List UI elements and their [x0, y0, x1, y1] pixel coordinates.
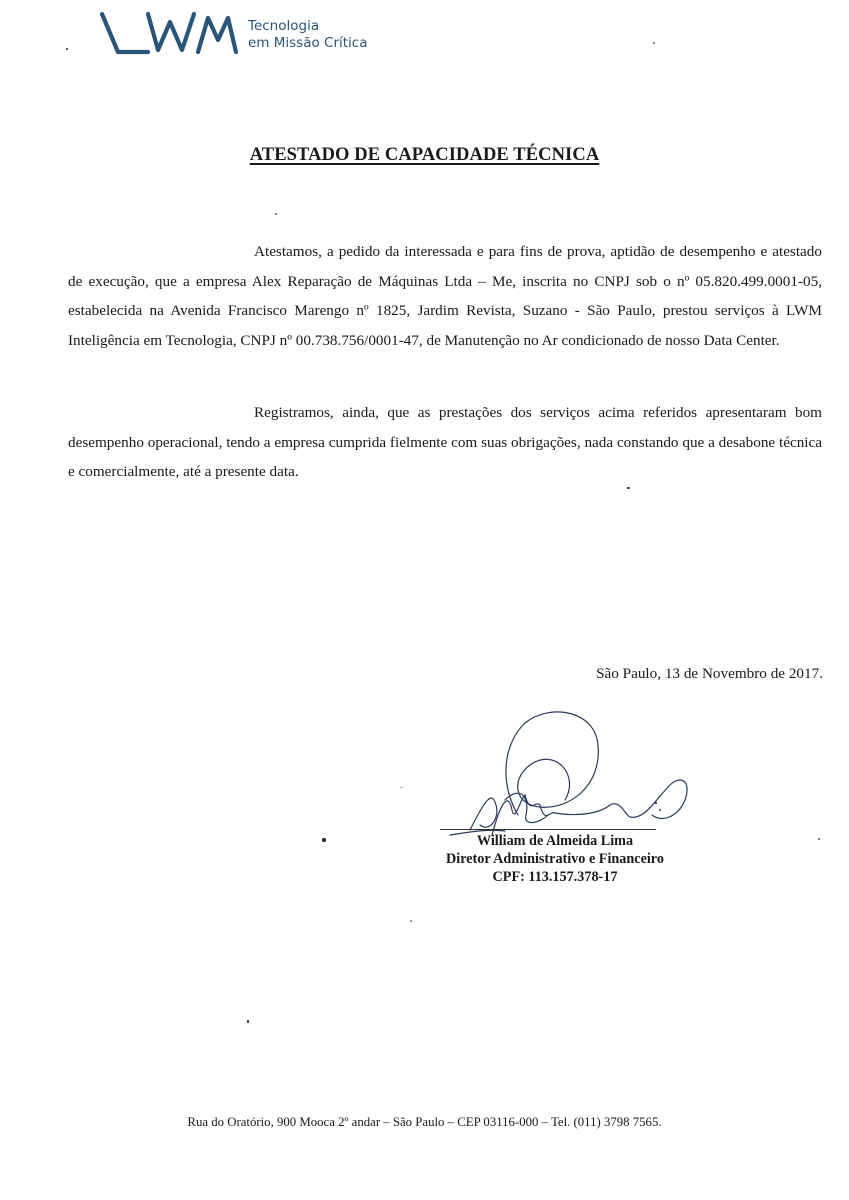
scan-speck	[275, 213, 277, 215]
scan-speck	[410, 920, 412, 922]
footer-address: Rua do Oratório, 900 Mooca 2º andar – São Paulo – CEP 03116-000 – Tel. (011) 3798 7565.	[187, 1115, 662, 1129]
signature-line	[440, 829, 656, 830]
signatory-block	[380, 832, 730, 886]
tagline-line-1: Tecnologia	[248, 18, 320, 34]
document-title-text: ATESTADO DE CAPACIDADE TÉCNICA	[249, 145, 600, 165]
tagline-line-2: em Missão Crítica	[248, 35, 368, 51]
scan-speck	[653, 42, 655, 44]
signatory-cpf: CPF: 113.157.378-17	[492, 869, 618, 885]
body-paragraph-1: Atestamos, a pedido da interessada e para fins de prova, aptidão de desempenho e atestado de execução, que a empresa Alex Reparação de Máquinas Ltda – Me, inscrita no CNPJ sob o nº 05.820.499.0001-05, estabelecida na Avenida Francisco Marengo nº 1825, Jardim Revista, Suzano - São Paulo, prestou serviços à LWM Inteligência em Tecnologia, CNPJ nº 00.738.756/0001-47, de Manutenção no Ar condicionado de nosso Data Center.	[68, 243, 822, 349]
date-line: São Paulo, 13 de Novembro de 2017.	[596, 665, 823, 682]
scan-speck	[627, 487, 630, 489]
body-paragraph-2: Registramos, ainda, que as prestações dos serviços acima referidos apresentaram bom desempenho operacional, tendo a empresa cumprida fielmente com suas obrigações, nada constando que a desabone técnica e comercialmente, até a presente data.	[68, 404, 822, 480]
company-tagline	[248, 18, 368, 52]
scan-speck	[322, 838, 326, 842]
scan-speck	[247, 1020, 249, 1023]
signatory-name: William de Almeida Lima	[476, 833, 634, 849]
scan-speck	[400, 787, 403, 788]
scan-speck	[66, 48, 68, 50]
lwm-logo	[98, 10, 238, 56]
scan-speck	[818, 838, 820, 840]
signatory-role: Diretor Administrativo e Financeiro	[446, 851, 664, 867]
document-title	[0, 145, 849, 166]
